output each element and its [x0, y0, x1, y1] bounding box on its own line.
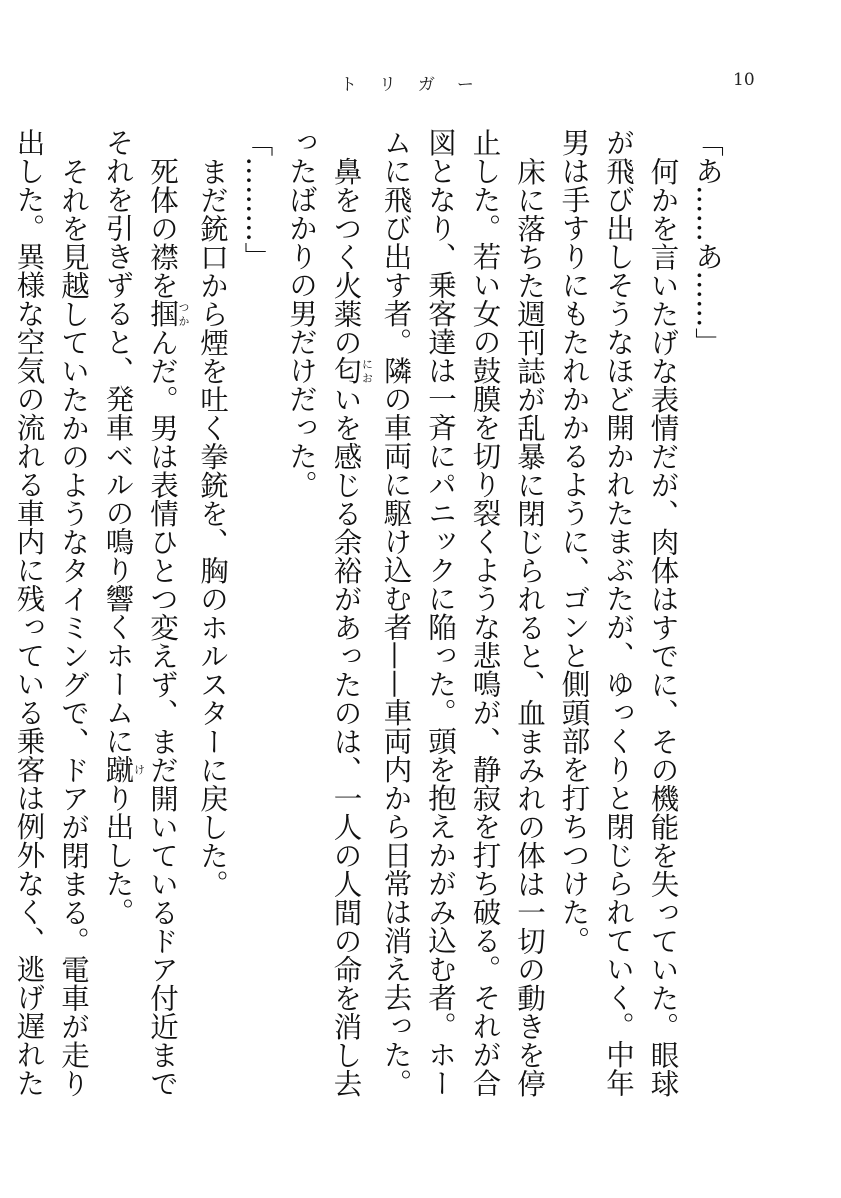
paragraph-5: 「………」 — [240, 128, 274, 271]
ruby-ke — [101, 755, 146, 784]
paragraph-2: 何かを言いたげな表情だが、肉体はすでに、その機能を失っていた。眼球が飛び出しそうなほど開かれたまぶたが、ゆっくりと閉じられていく。中年男は手すりにもたれかかるように、ゴンと側頭部を打ちつけた。 — [557, 128, 680, 1097]
ruby-tsuka-reading: つか — [177, 299, 190, 328]
running-header-title: トリガー — [340, 75, 496, 95]
paragraph-7-text-a: 死体の襟を — [146, 156, 179, 299]
paragraph-6: まだ銃口から煙を吐く拳銃を、胸のホルスターに戻した。 — [196, 156, 229, 898]
ruby-tsuka — [146, 299, 190, 328]
paragraph-4-text-a: 鼻をつく火薬の — [329, 156, 363, 356]
ruby-ke-base: 蹴 — [101, 755, 135, 784]
ruby-nioi-reading: にお — [360, 356, 374, 385]
paragraph-8: それを見越していたかのようなタイミングで、ドアが閉まる。電車が走り出した。異様な空気の流れる車内に残っている乗客は例外なく、逃げ遅れた — [12, 128, 90, 1097]
paragraph-4-text-b: いを感じる余裕があったのは、一人の人間の命を消し去ったばかりの男だけだった。 — [285, 128, 363, 1097]
paragraph-7 — [95, 128, 190, 1118]
ruby-nioi-base: 匂 — [329, 356, 363, 385]
paragraph-7-text-c: り出した。 — [101, 783, 135, 926]
vertical-body-text — [12, 128, 729, 1118]
page-number: 10 — [733, 70, 755, 90]
paragraph-7-text-b: んだ。男は表情ひとつ変えず、まだ開いているドア付近までそれを引きずると、発車ベルの鳴り響くホームに — [101, 128, 179, 1097]
paragraph-3: 床に落ちた週刊誌が乱暴に閉じられると、血まみれの体は一切の動きを停止した。若い女の鼓膜を切り裂くような悲鳴が、静寂を打ち破る。それが合図となり、乗客達は一斉にパニックに陥った。頭を抱えかがみ込む者。ホームに飛び出す者。隣の車両に駆け込む者——車両内から日常は消え去った。 — [379, 128, 546, 1097]
ruby-nioi — [329, 356, 374, 385]
paragraph-1: 「あ……あ……」 — [691, 128, 724, 356]
ruby-ke-reading: け — [132, 755, 146, 784]
ruby-tsuka-base: 掴 — [146, 299, 179, 328]
paragraph-4 — [279, 128, 374, 1118]
